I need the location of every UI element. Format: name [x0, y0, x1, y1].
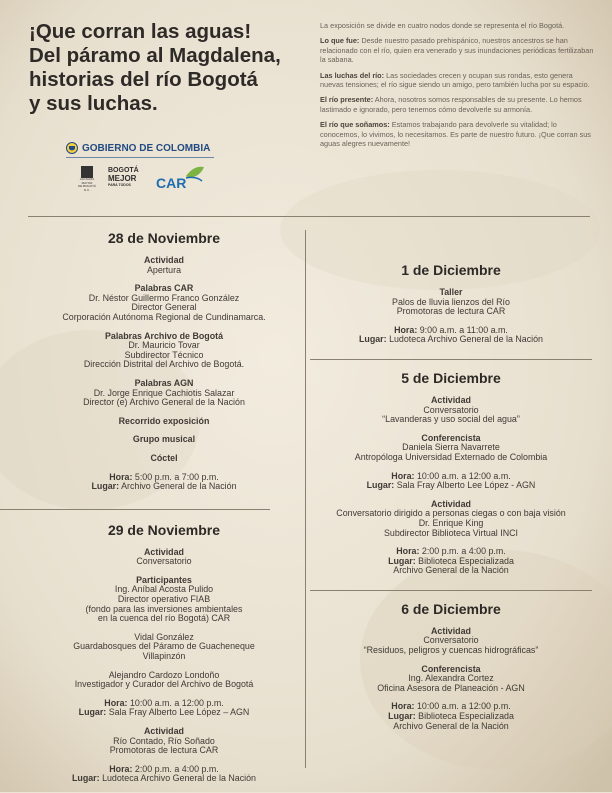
- hora-value: 5:00 p.m. a 7:00 p.m.: [134, 471, 219, 482]
- block-line: en la cuenca del río Bogotá) CAR: [97, 613, 231, 624]
- intro-node-3: [320, 95, 594, 114]
- lugar-line: [28, 774, 300, 784]
- lugar-value: Archivo General de la Nación: [121, 481, 237, 492]
- block-label: Actividad: [431, 394, 471, 405]
- event-block: [310, 500, 592, 538]
- lugar-label: Lugar:: [91, 481, 120, 492]
- event-block: [310, 288, 592, 317]
- hora-label: Hora:: [391, 470, 415, 481]
- block-line: Apertura: [146, 264, 182, 275]
- event-block: [28, 633, 300, 662]
- hora-value: 10:00 a.m. a 12:00 p.m.: [416, 701, 511, 712]
- lugar-label: Lugar:: [71, 773, 100, 784]
- day-divider: [0, 509, 270, 510]
- block-line: “Residuos, peligros y cuencas hidrográficas”: [363, 645, 539, 656]
- intro-node-text: Ahora, nosotros somos responsables de su presente. Lo hemos lastimado e ignorado, pero tenemos cómo devolverle su armonía.: [320, 95, 582, 114]
- car-logo: [156, 163, 206, 193]
- block-line: Antropóloga Universidad Externado de Colombia: [354, 451, 548, 462]
- block-line: Director operativo FIAB: [117, 594, 211, 605]
- block-line: Dirección Distrital del Archivo de Bogotá.: [83, 359, 245, 370]
- hora-value: 9:00 a.m. a 11:00 a.m.: [419, 324, 508, 335]
- lugar-label: Lugar:: [358, 334, 387, 345]
- event-meta: [28, 699, 300, 718]
- block-line: Investigador y Curador del Archivo de Bogotá: [74, 679, 254, 690]
- title-line-1: ¡Que corran las aguas!: [29, 20, 252, 43]
- block-label: Actividad: [431, 625, 471, 636]
- intro-node-text: Estamos trabajando para devolverle su vitalidad; lo conocemos, lo vivimos, lo necesitamos. Es parte de nuestro futuro. ¡Que corran sus aguas alegres nuevamente!: [320, 120, 591, 149]
- block-label: Participantes: [136, 574, 192, 585]
- block-line: Dr. Jorge Enrique Cachiotis Salazar: [93, 387, 235, 398]
- intro-node-1: [320, 36, 594, 64]
- block-line: (fondo para las inversiones ambientales: [85, 603, 243, 614]
- lugar-line-2: Archivo General de la Nación: [393, 565, 509, 576]
- block-line: Corporación Autónoma Regional de Cundinamarca.: [62, 311, 266, 322]
- block-label: Actividad: [144, 546, 184, 557]
- block-line: Dr. Mauricio Tovar: [128, 340, 200, 351]
- hora-label: Hora:: [109, 471, 133, 482]
- partner-logos: [76, 162, 216, 194]
- lugar-value: Biblioteca Especializada: [418, 555, 514, 566]
- bogota-text: BOGOTÁ: [108, 167, 139, 174]
- intro-node-label: El río presente:: [320, 95, 374, 105]
- lugar-line: [28, 482, 300, 492]
- event-block: [310, 627, 592, 656]
- block-line: Daniela Sierra Navarrete: [402, 442, 500, 453]
- block-line: Vidal González: [134, 631, 194, 642]
- lugar-value: Biblioteca Especializada: [418, 711, 514, 722]
- recorrido-label: Recorrido exposición: [118, 415, 210, 426]
- alcaldia-text-1: ALCALDÍA MAYOR: [79, 177, 95, 185]
- title-line-3: historias del río Bogotá: [29, 68, 258, 91]
- lugar-value: Ludoteca Archivo General de la Nación: [102, 773, 256, 784]
- gobierno-de-colombia-logo: [66, 141, 214, 158]
- event-block: [28, 379, 300, 408]
- event-block: [310, 665, 592, 694]
- intro-lead: La exposición se divide en cuatro nodos donde se representa el río Bogotá.: [320, 21, 565, 30]
- hora-value: 2:00 p.m. a 4:00 p.m.: [421, 546, 506, 557]
- coctel-label: Cóctel: [150, 452, 178, 463]
- block-label: Actividad: [144, 255, 184, 265]
- block-line: Promotoras de lectura CAR: [109, 745, 219, 756]
- event-block: [28, 576, 300, 624]
- block-line: Director General: [131, 302, 197, 313]
- intro-node-label: Lo que fue:: [320, 36, 360, 46]
- hora-label: Hora:: [109, 763, 133, 774]
- block-line: Guardabosques del Páramo de Guacheneque: [73, 641, 255, 652]
- lugar-value: Ludoteca Archivo General de la Nación: [389, 334, 543, 345]
- block-line: Río Contado, Río Soñado: [113, 735, 215, 746]
- block-line: Villapinzón: [142, 651, 186, 662]
- lugar-line: [310, 481, 592, 491]
- hora-label: Hora:: [396, 546, 420, 557]
- day-heading: 29 de Noviembre: [107, 521, 221, 538]
- event-block: [310, 434, 592, 463]
- car-text: CAR: [156, 175, 187, 191]
- colombia-shield-icon: [66, 142, 78, 154]
- block-line: Dr. Enrique King: [418, 517, 484, 528]
- block-line: Ing. Aníbal Acosta Pulido: [114, 584, 214, 595]
- schedule-right-column: [310, 262, 592, 740]
- block-line: Subdirector Biblioteca Virtual INCI: [383, 527, 518, 538]
- event-block: [28, 727, 300, 756]
- block-line: Conversatorio: [423, 635, 479, 646]
- day-heading: 6 de Diciembre: [401, 600, 501, 617]
- intro-node-text: Las sociedades crecen y ocupan sus rondas, esto genera nuevas tensiones; el río sigue siendo un amigo, pero también lucha por su espacio.: [320, 70, 590, 90]
- block-line: Subdirector Técnico: [124, 349, 204, 360]
- lugar-label: Lugar:: [388, 555, 416, 566]
- day-divider: [310, 359, 592, 360]
- para-todos-text: PARA TODOS: [108, 183, 131, 187]
- block-line: Director (e) Archivo General de la Nación: [83, 397, 245, 408]
- block-label: Conferencista: [421, 663, 481, 674]
- block-line: Oficina Asesora de Planeación - AGN: [377, 682, 525, 693]
- block-label: Actividad: [144, 726, 184, 736]
- block-label: Palabras CAR: [134, 283, 194, 294]
- block-line: Conversatorio: [423, 404, 479, 415]
- lugar-label: Lugar:: [78, 707, 107, 718]
- header-divider: [28, 216, 590, 217]
- block-line: Ing. Alexandra Cortez: [408, 673, 494, 684]
- day-heading: 5 de Diciembre: [401, 369, 501, 386]
- event-block: [28, 548, 300, 567]
- block-label: Conferencista: [421, 432, 481, 443]
- day-divider: [310, 590, 592, 591]
- event-meta: [310, 547, 592, 576]
- block-line: “Lavanderas y uso social del agua”: [382, 414, 520, 425]
- mejor-text: MEJOR: [108, 174, 137, 183]
- event-meta: [28, 765, 300, 784]
- event-block: [28, 256, 300, 275]
- alcaldia-text-2: DE BOGOTÁ D.C.: [78, 184, 96, 192]
- title-line-4: y sus luchas.: [29, 92, 158, 115]
- lugar-line: [28, 708, 300, 718]
- lugar-value: Sala Fray Alberto Lee López - AGN: [396, 480, 536, 491]
- intro-node-2: [320, 71, 594, 90]
- block-label: Palabras Archivo de Bogotá: [104, 330, 224, 341]
- event-block: [28, 284, 300, 322]
- block-label: Taller: [439, 287, 463, 297]
- block-label: Palabras AGN: [134, 377, 194, 388]
- block-line: Alejandro Cardozo Londoño: [108, 669, 220, 680]
- lugar-line-2: Archivo General de la Nación: [393, 720, 509, 731]
- day-heading: 28 de Noviembre: [107, 230, 221, 246]
- exhibition-title: [29, 20, 314, 116]
- block-line: Dr. Néstor Guillermo Franco González: [88, 292, 240, 303]
- title-line-2: Del páramo al Magdalena,: [29, 44, 281, 67]
- intro-text: [320, 21, 594, 154]
- hora-value: 10:00 a.m. a 12:00 p.m.: [129, 697, 224, 708]
- event-block: [28, 332, 300, 370]
- day-heading: 1 de Diciembre: [401, 262, 501, 278]
- hora-label: Hora:: [391, 701, 415, 712]
- event-meta: [310, 702, 592, 731]
- lugar-label: Lugar:: [366, 480, 395, 491]
- lugar-line: [310, 335, 592, 345]
- event-block: [28, 671, 300, 690]
- intro-node-label: Las luchas del río:: [320, 70, 385, 80]
- column-divider: [305, 230, 306, 768]
- block-line: Palos de lluvia lienzos del Río: [392, 296, 510, 307]
- lugar-value: Sala Fray Alberto Lee López – AGN: [108, 707, 250, 718]
- grupo-musical-label: Grupo musical: [132, 434, 196, 445]
- hora-label: Hora:: [104, 697, 128, 708]
- event-meta: [310, 472, 592, 491]
- lugar-label: Lugar:: [388, 711, 416, 722]
- block-line: Conversatorio dirigido a personas ciegas o con baja visión: [336, 508, 566, 519]
- event-meta: [28, 473, 300, 492]
- block-line: Conversatorio: [136, 556, 192, 567]
- block-label: Actividad: [431, 498, 471, 509]
- intro-node-label: El río que soñamos:: [320, 120, 390, 130]
- intro-node-text: Desde nuestro pasado prehispánico, nuestros ancestros se han relacionado con el río, quien era venerado y sus inundaciones periódicas fertilizaban la sabana.: [320, 36, 594, 65]
- bogota-mejor-logo: [108, 167, 146, 188]
- event-meta: [310, 326, 592, 345]
- alcaldia-logo: [76, 166, 98, 192]
- hora-value: 2:00 p.m. a 4:00 p.m.: [134, 763, 219, 774]
- schedule-left-column: [28, 230, 300, 793]
- event-block: [310, 396, 592, 425]
- intro-node-4: [320, 120, 594, 148]
- gobierno-text: GOBIERNO DE COLOMBIA: [82, 143, 211, 154]
- hora-label: Hora:: [394, 324, 418, 335]
- block-line: Promotoras de lectura CAR: [396, 306, 506, 317]
- hora-value: 10:00 a.m. a 12:00 a.m.: [416, 470, 511, 481]
